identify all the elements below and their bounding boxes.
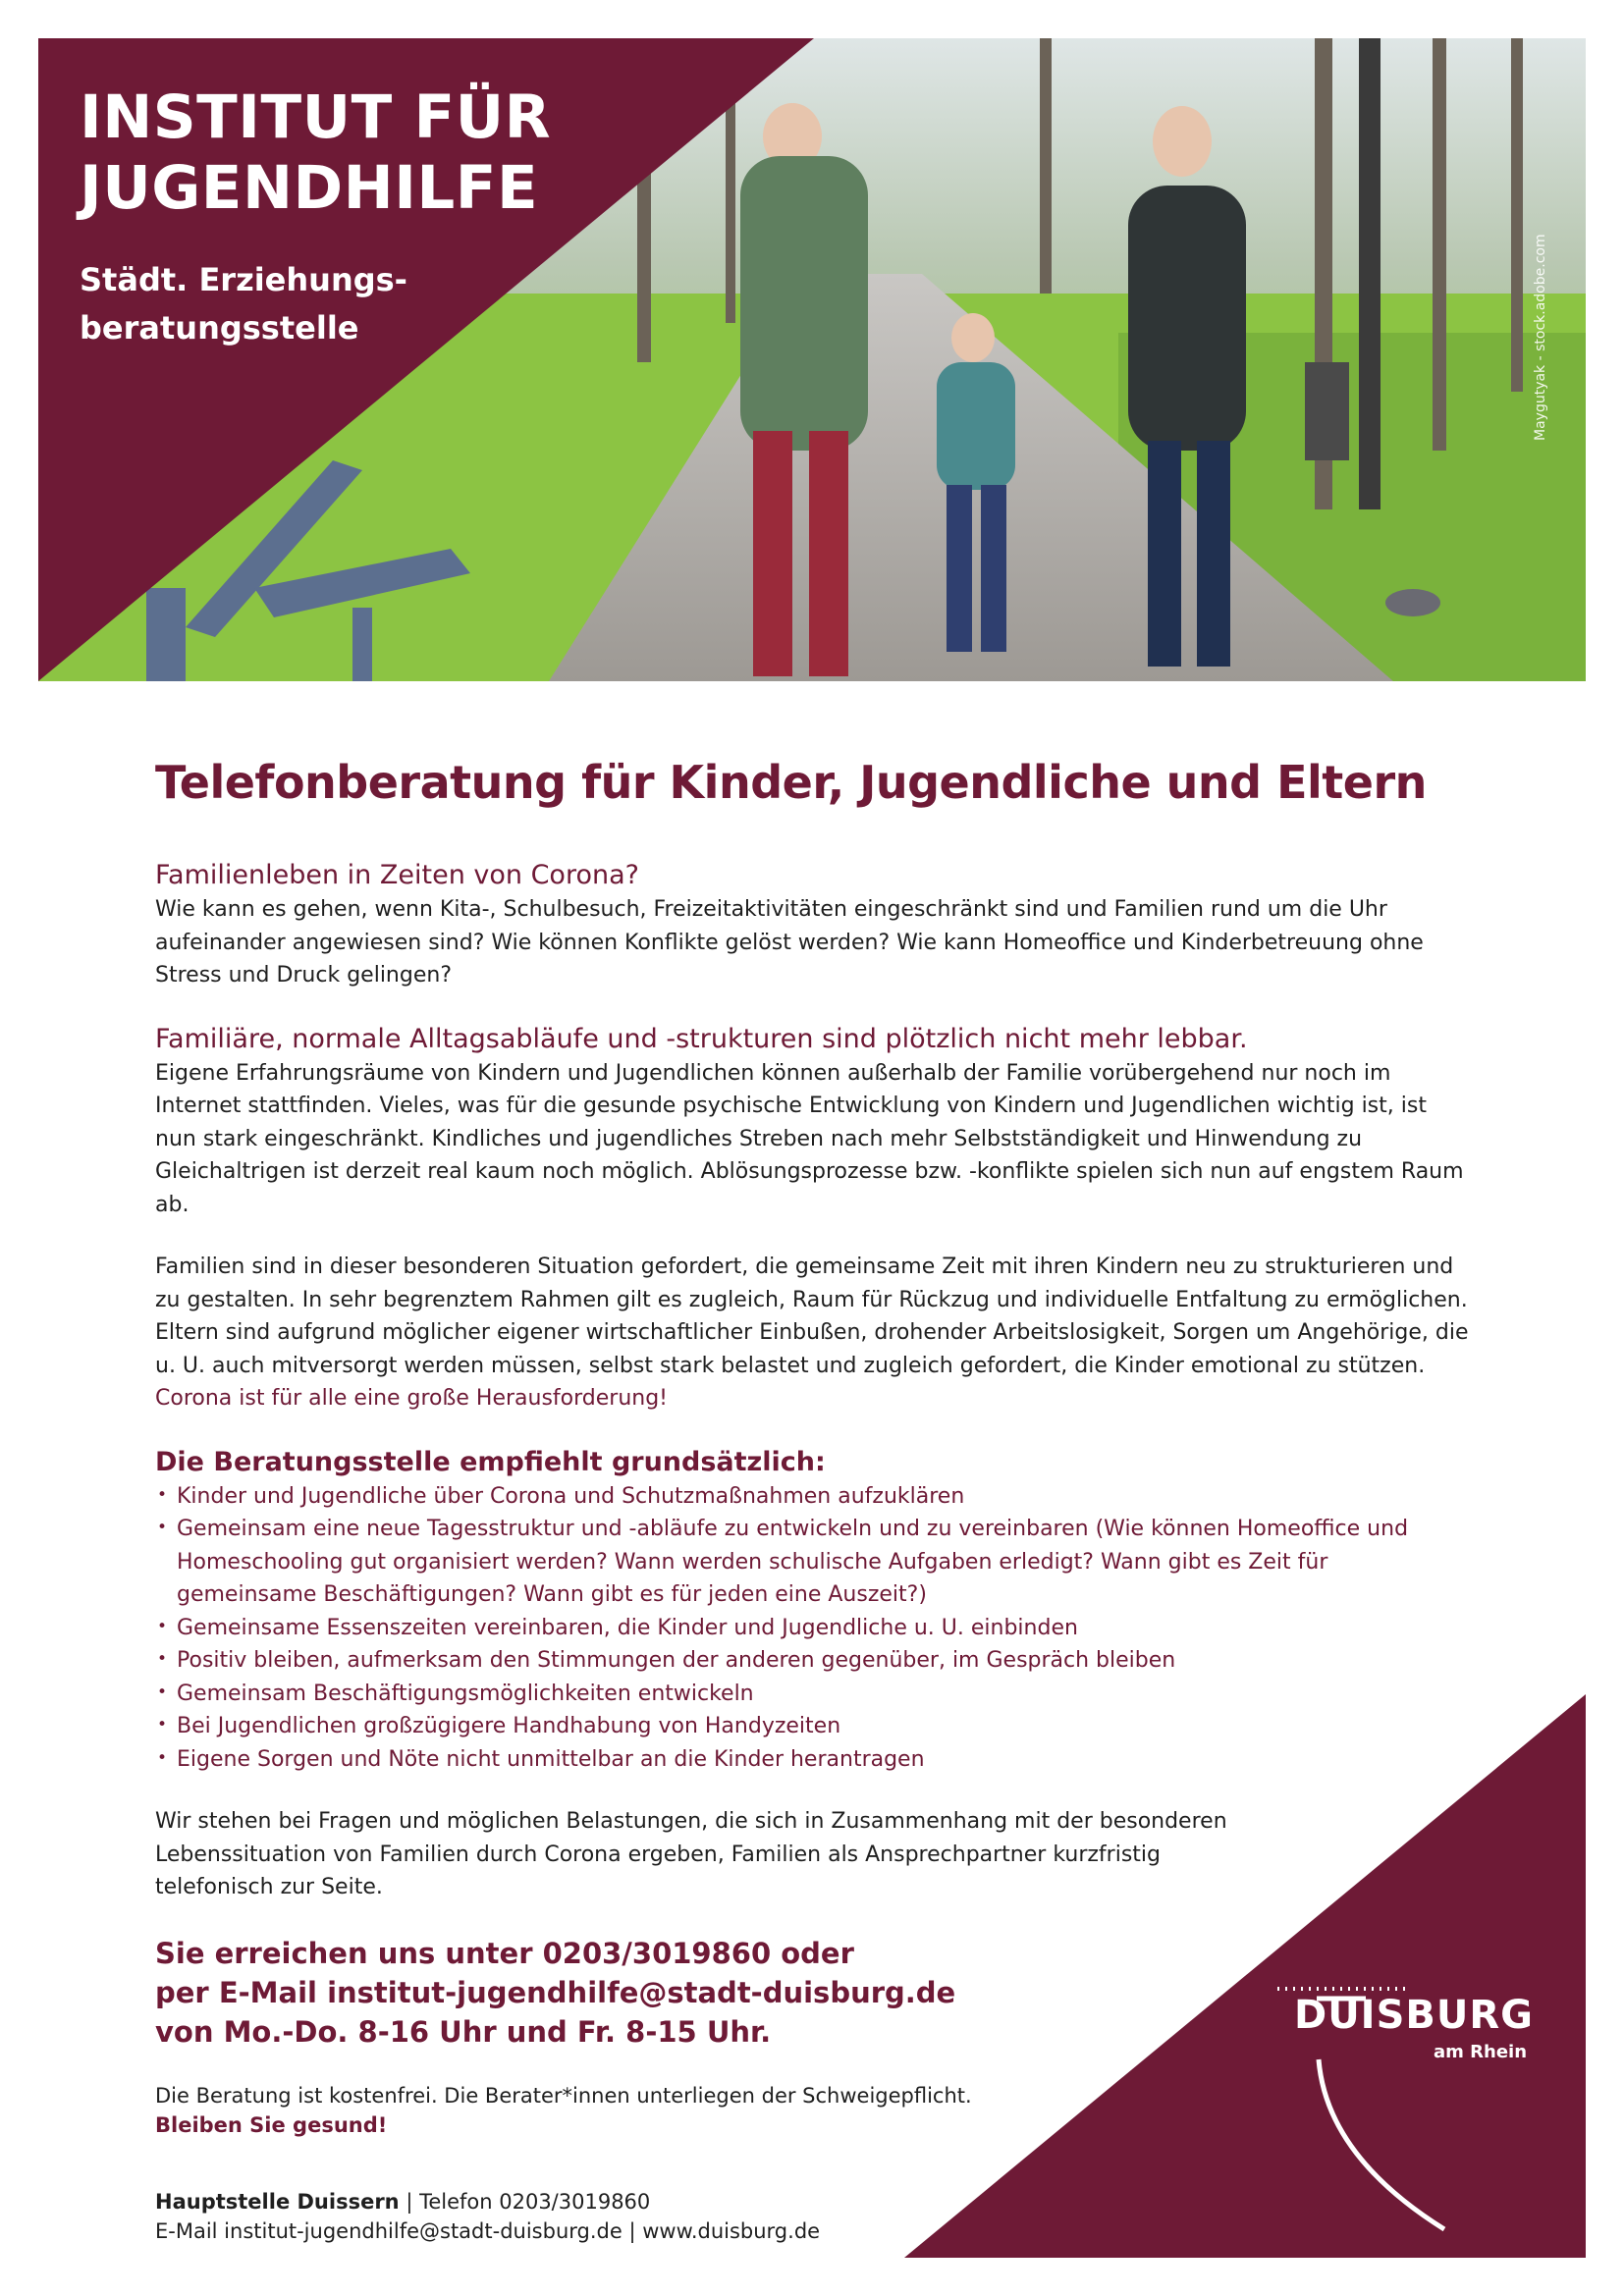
- section-routines: [155, 1022, 1471, 1222]
- footer-phone[interactable]: | Telefon 0203/3019860: [406, 2189, 651, 2214]
- list-item: • Bei Jugendlichen großzügigere Handhabung von Handyzeiten: [155, 1710, 1471, 1743]
- duisburg-logo[interactable]: [1294, 1993, 1534, 2062]
- stay-healthy: Bleiben Sie gesund!: [155, 2112, 388, 2137]
- photo-credit: Maygutyak - stock.adobe.com: [1533, 234, 1548, 441]
- support-text: Wir stehen bei Fragen und möglichen Belastungen, die sich in Zusammenhang mit der besonderen Lebenssituation von Familien durch Corona ergeben, Familien als Ansprechpartner kurzfristig telefonisch zur Seite.: [155, 1809, 1227, 1899]
- footer-web[interactable]: | www.duisburg.de: [628, 2218, 821, 2243]
- section-body: Familien sind in dieser besonderen Situation gefordert, die gemeinsame Zeit mit ihren Kindern neu zu strukturieren und zu gestalten. In sehr begrenztem Rahmen gilt es zugleich, Raum für Rückzug und individuelle Entfaltung zu ermöglichen. Eltern sind aufgrund möglicher eigener wirtschaftlicher Einbußen, drohender Arbeitslosigkeit, Sorgen um Angehörige, die u. U. auch mitversorgt werden müssen, selbst stark belastet und zugleich gefordert, die Kinder emotional zu stützen.: [155, 1255, 1469, 1378]
- list-item: • Gemeinsam Beschäftigungsmöglichkeiten entwickeln: [155, 1678, 1471, 1711]
- institute-subtitle: Städt. Erziehungs- beratungsstelle: [80, 261, 407, 347]
- list-item: • Kinder und Jugendliche über Corona und Schutzmaßnahmen aufzuklären: [155, 1480, 1471, 1514]
- list-item: • Gemeinsame Essenszeiten vereinbaren, die Kinder und Jugendliche u. U. einbinden: [155, 1612, 1471, 1645]
- logo-subtitle: am Rhein: [1434, 2042, 1528, 2062]
- contact-phone[interactable]: Sie erreichen uns unter 0203/3019860 oder: [155, 1936, 854, 1970]
- list-item: • Gemeinsam eine neue Tagesstruktur und -abläufe zu entwickeln und zu vereinbaren (Wie können Homeoffice und Homeschooling gut organisiert werden? Wann werden schulische Aufgaben erledigt? Wann gibt es Zeit für gemeinsame Beschäftigungen? Wann gibt es für jeden eine Auszeit?): [155, 1513, 1471, 1612]
- corner-decoration: [904, 1694, 1586, 2258]
- footer-email[interactable]: E-Mail institut-jugendhilfe@stadt-duisburg.de: [155, 2218, 623, 2243]
- contact-email[interactable]: per E-Mail institut-jugendhilfe@stadt-duisburg.de: [155, 1975, 956, 2009]
- contact-hours: von Mo.-Do. 8-16 Uhr und Fr. 8-15 Uhr.: [155, 2014, 772, 2049]
- section-title: Familienleben in Zeiten von Corona?: [155, 860, 639, 890]
- page-headline: Telefonberatung für Kinder, Jugendliche und Eltern: [155, 756, 1427, 809]
- recommendations-title: Die Beratungsstelle empfiehlt grundsätzlich:: [155, 1446, 826, 1477]
- logo-wordmark: DUISBURG: [1294, 1993, 1534, 2038]
- section-text: [155, 1251, 1471, 1415]
- section-text: Wie kann es gehen, wenn Kita-, Schulbesuch, Freizeitaktivitäten eingeschränkt sind und Familien rund um die Uhr aufeinander angewiesen sind? Wie können Konflikte gelöst werden? Wie kann Homeoffice und Kinderbetreuung ohne Stress und Druck gelingen?: [155, 897, 1424, 988]
- footer-location: Hauptstelle Duissern: [155, 2189, 400, 2214]
- highlight-text: Corona ist für alle eine große Herausforderung!: [155, 1386, 668, 1411]
- section-family-life: [155, 858, 1471, 992]
- section-text: Eigene Erfahrungsräume von Kindern und Jugendlichen können außerhalb der Familie vorübergehend nur noch im Internet stattfinden. Vieles, was für die gesunde psychische Entwicklung von Kindern und Jugendlichen wichtig ist, ist nun stark eingeschränkt. Kindliches und jugendliches Streben nach mehr Selbstständigkeit und Hinwendung zu Gleichaltrigen ist derzeit real kaum noch möglich. Ablösungsprozesse bzw. -konflikte spielen sich nun auf engstem Raum ab.: [155, 1060, 1464, 1217]
- hero-banner: [38, 38, 1586, 681]
- list-item: • Positiv bleiben, aufmerksam den Stimmungen der anderen gegenüber, im Gespräch bleiben: [155, 1644, 1471, 1678]
- free-notice: Die Beratung ist kostenfrei. Die Berater*innen unterliegen der Schweigepflicht.: [155, 2083, 972, 2108]
- list-item: • Eigene Sorgen und Nöte nicht unmittelbar an die Kinder herantragen: [155, 1743, 1471, 1777]
- section-families: [155, 1251, 1471, 1415]
- section-title: Familiäre, normale Alltagsabläufe und -strukturen sind plötzlich nicht mehr lebbar.: [155, 1023, 1248, 1054]
- institute-title: INSTITUT FÜR JUGENDHILFE: [80, 82, 552, 223]
